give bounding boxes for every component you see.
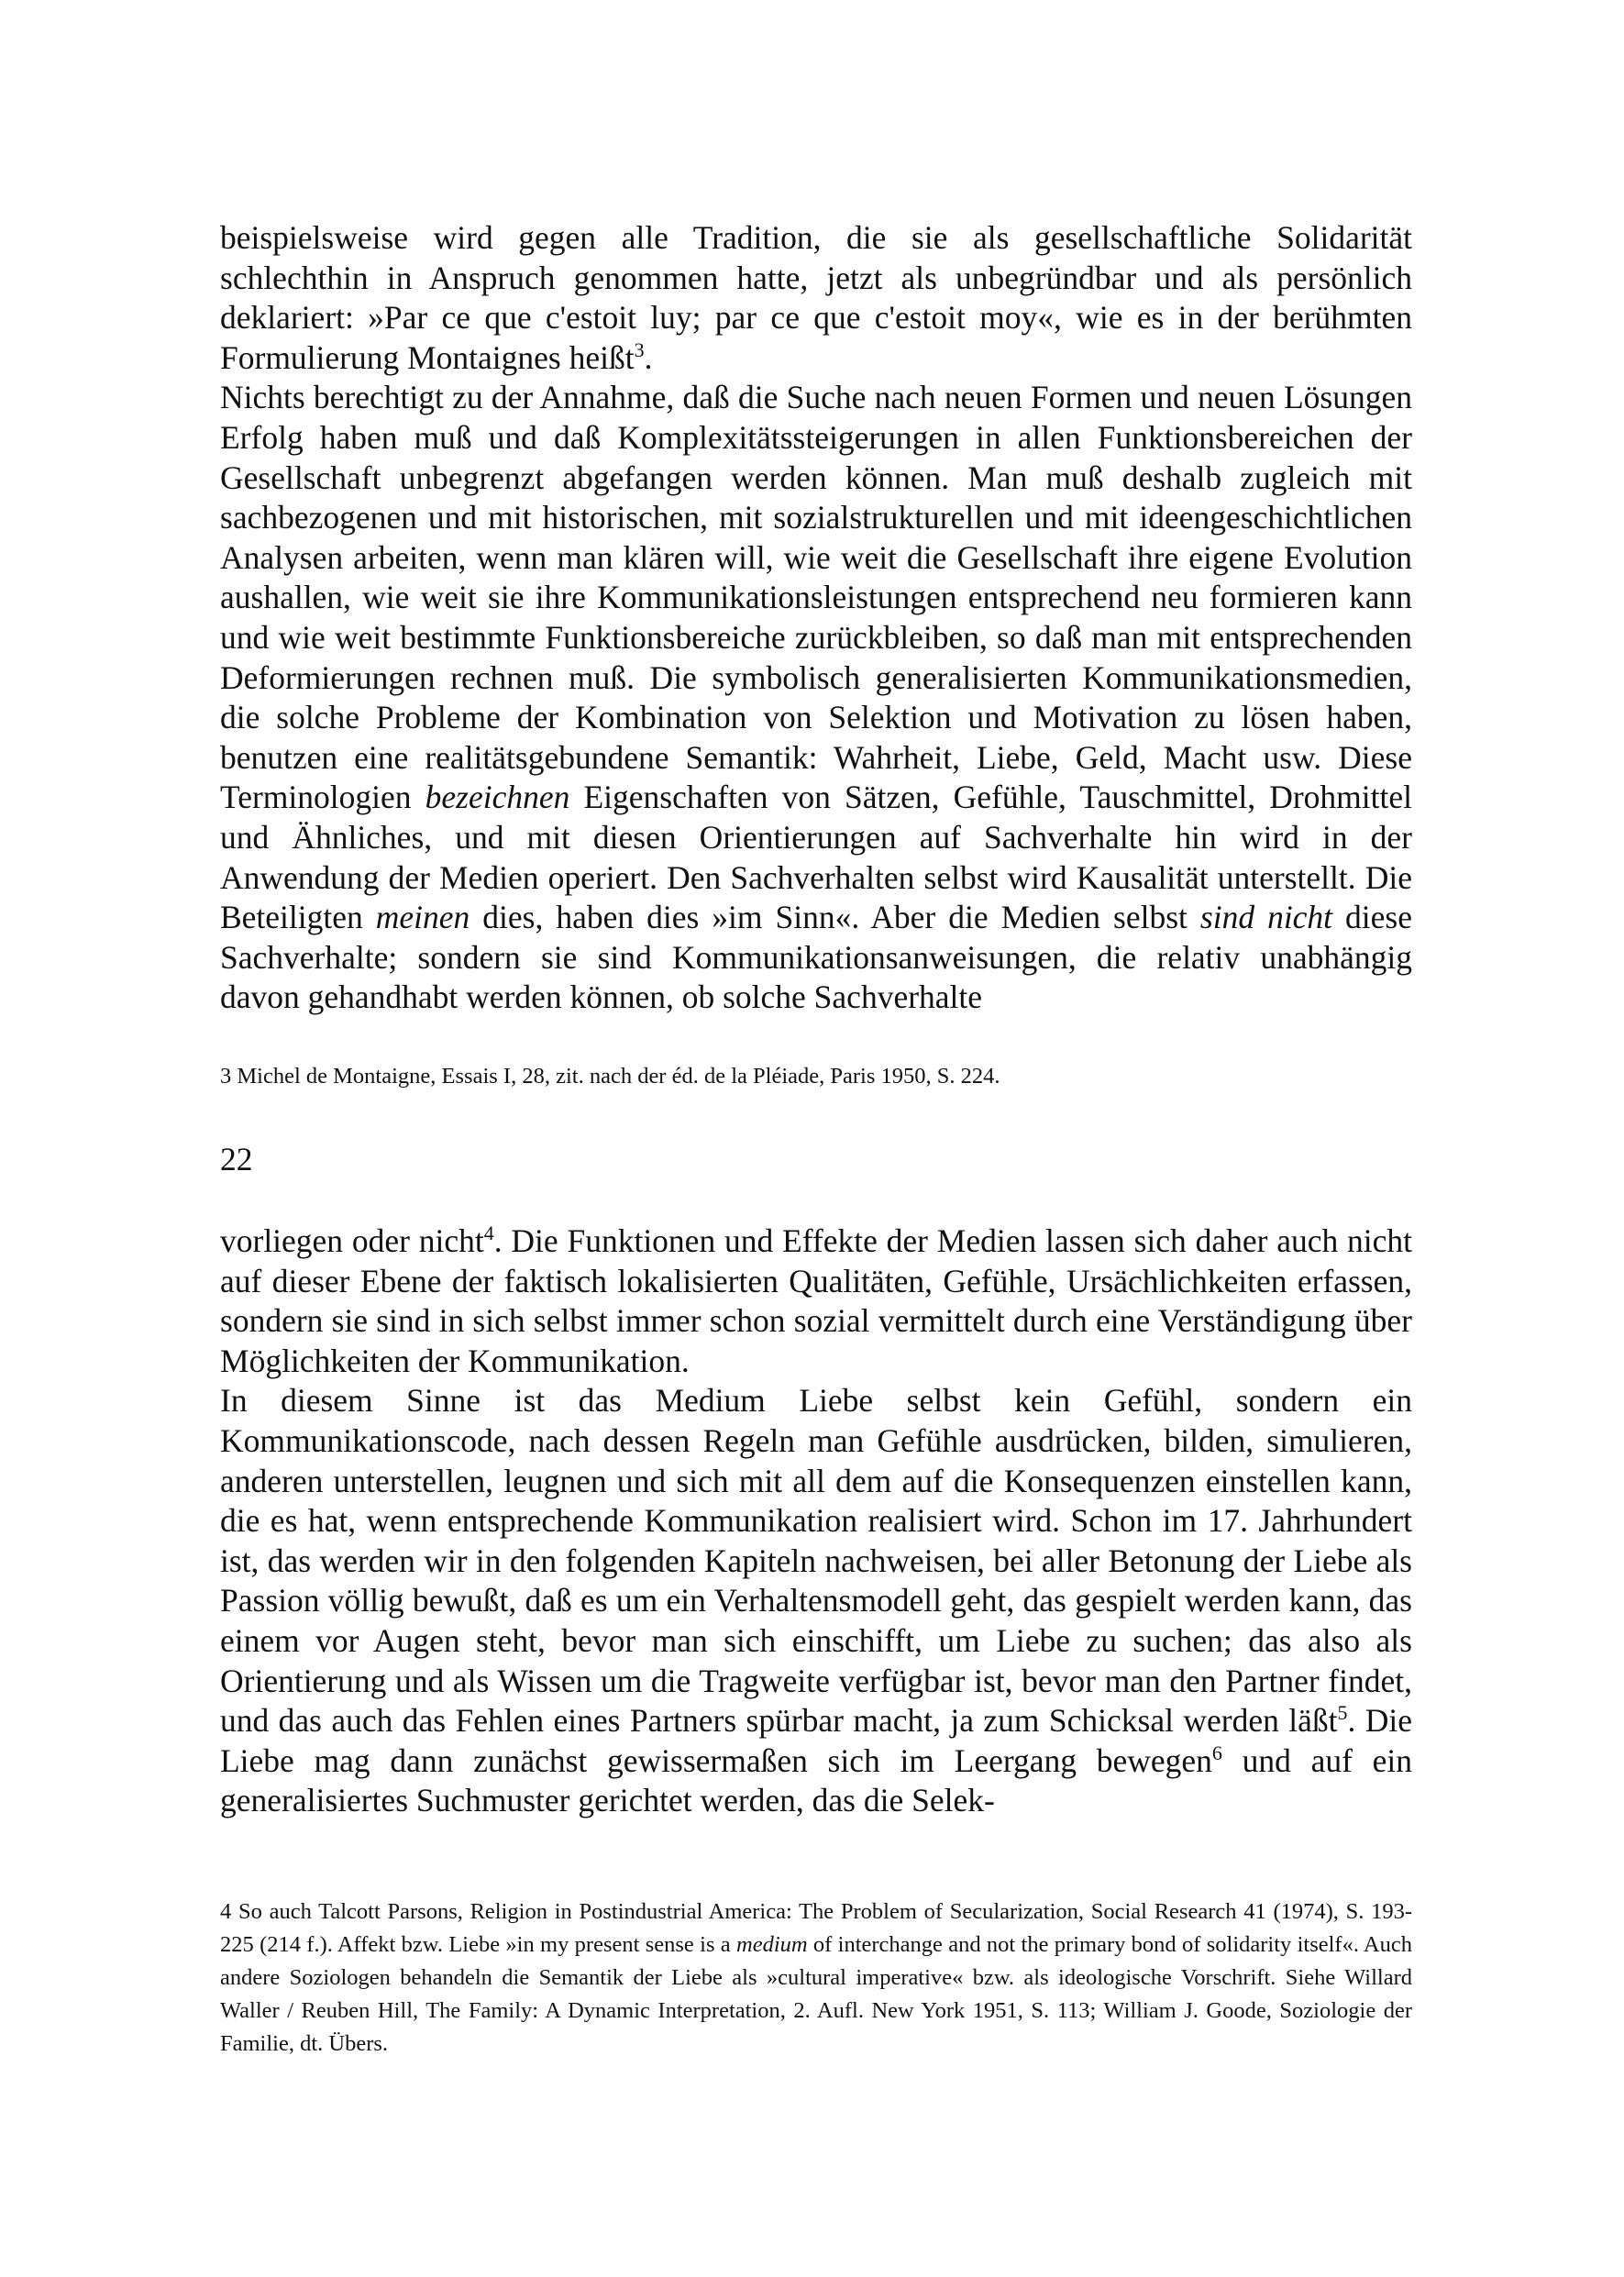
paragraph-text: . Die Liebe mag dann zunächst gewissermaßen sich im Leergang bewegen xyxy=(220,1702,1412,1779)
paragraph-text: beispielsweise wird gegen alle Tradition, die sie als gesellschaftliche Solidarität schlechthin in Anspruch genommen hatte, jetzt als unbegründbar und als persönlich deklariert: »Par ce que c'estoit luy; par ce que c'estoit moy«, wie es in der berühmten Formulierung Montaignes heißt xyxy=(220,219,1412,376)
emphasis: bezeichnen xyxy=(425,779,570,816)
paragraph-text: dies, haben dies »im Sinn«. Aber die Medien selbst xyxy=(482,899,1188,936)
emphasis: sind nicht xyxy=(1199,899,1333,936)
paragraph xyxy=(220,1221,1412,1381)
emphasis: medium xyxy=(736,1932,808,1957)
paragraph-text: In diesem Sinne ist das Medium Liebe selbst kein Gefühl, sondern ein Kommunikationscode, nach dessen Regeln man Gefühle ausdrücken, bilden, simulieren, anderen unterstellen, leugnen und sich mit all dem auf die Konsequenzen einstellen kann, die es hat, wenn entsprechende Kommunikation realisiert wird. Schon im 17. Jahrhundert ist, das werden wir in den folgenden Kapiteln nachweisen, bei aller Betonung der Liebe als Passion völlig bewußt, daß es um ein Verhaltensmodell geht, das gespielt werden kann, das einem vor Augen steht, bevor man sich einschifft, um Liebe zu suchen; das also als Orientierung und als Wissen um die Tragweite verfügbar ist, bevor man den Partner findet, und das auch das Fehlen eines Partners spürbar macht, ja zum Schicksal werden läßt xyxy=(220,1382,1412,1740)
footnote-reference[interactable]: 5 xyxy=(1337,1701,1348,1725)
footnote-3: 3 Michel de Montaigne, Essais I, 28, zit. nach der éd. de la Pléiade, Paris 1950, S. 224. xyxy=(220,1064,1000,1089)
footnote-reference[interactable]: 6 xyxy=(1211,1741,1222,1764)
paragraph-end: . xyxy=(644,338,653,376)
emphasis: meinen xyxy=(375,899,470,936)
paragraph xyxy=(220,1381,1412,1821)
paragraph-text: vorliegen oder nicht xyxy=(220,1222,484,1259)
footnote-text: of interchange and not the primary bond of solidarity itself«. Auch andere Soziologen behandeln die Semantik der Liebe als »cultural imperative« bzw. als ideologische Vorschrift. Siehe Willard Waller / Reuben Hill, The Family: A Dynamic Interpretation, 2. Aufl. New York 1951, S. 113; William J. Goode, Soziologie der Familie, dt. Übers. xyxy=(220,1932,1412,2056)
footnote-reference[interactable]: 4 xyxy=(483,1221,494,1245)
footnote-4 xyxy=(220,1896,1412,2061)
paragraph-text: und auf ein generalisiertes Suchmuster gerichtet werden, das die Selek- xyxy=(220,1741,1412,1819)
upper-body-text xyxy=(220,218,1412,1018)
paragraph-text: diese Sachverhalte; sondern sie sind Kommunikationsanweisungen, die relativ unabhängig davon gehandhabt werden können, ob solche Sachverhalte xyxy=(220,899,1412,1016)
paragraph xyxy=(220,378,1412,1018)
footnote-text: 4 So auch Talcott Parsons, Religion in Postindustrial America: The Problem of Secularization, Social Research 41 (1974), S. 193-225 (214 f.). Affekt bzw. Liebe »in my present sense is a xyxy=(220,1899,1412,1957)
page-number: 22 xyxy=(220,1141,253,1177)
paragraph-text: Eigenschaften von Sätzen, Gefühle, Tauschmittel, Drohmittel und Ähnliches, und mit diesen Orientierungen auf Sachverhalte hin wird in der Anwendung der Medien operiert. Den Sachverhalten selbst wird Kausalität unterstellt. Die Beteiligten xyxy=(220,779,1412,936)
lower-body-text xyxy=(220,1221,1412,1821)
paragraph-text: . Die Funktionen und Effekte der Medien lassen sich daher auch nicht auf dieser Ebene der faktisch lokalisierten Qualitäten, Gefühle, Ursächlichkeiten erfassen, sondern sie sind in sich selbst immer schon sozial vermittelt durch eine Verständigung über Möglichkeiten der Kommunikation. xyxy=(220,1222,1413,1379)
footnote-reference[interactable]: 3 xyxy=(634,337,645,361)
paragraph-text: Nichts berechtigt zu der Annahme, daß die Suche nach neuen Formen und neuen Lösungen Erfolg haben muß und daß Komplexitätssteigerungen in allen Funktionsbereichen der Gesellschaft unbegrenzt abgefangen werden können. Man muß deshalb zugleich mit sachbezogenen und mit historischen, mit sozialstrukturellen und mit ideengeschichtlichen Analysen arbeiten, wenn man klären will, wie weit die Gesellschaft ihre eigene Evolution aushallen, wie weit sie ihre Kommunikationsleistungen entsprechend neu formieren kann und wie weit bestimmte Funktionsbereiche zurückbleiben, so daß man mit entsprechenden Deformierungen rechnen muß. Die symbolisch generalisierten Kommunikationsmedien, die solche Probleme der Kombination von Selektion und Motivation zu lösen haben, benutzen eine realitätsgebundene Semantik: Wahrheit, Liebe, Geld, Macht usw. Diese Terminologien xyxy=(220,379,1412,816)
paragraph xyxy=(220,218,1412,378)
